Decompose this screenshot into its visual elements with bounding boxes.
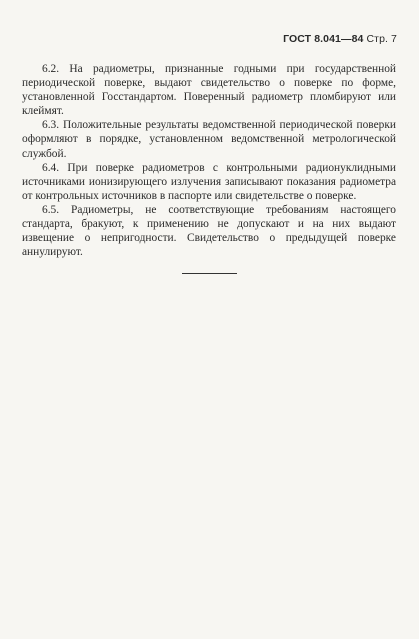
paragraph-6-5: 6.5. Радиометры, не соответствующие требованиям настоящего стандарта, бракуют, к применению не допускают и на них выдают извещение о непригодности. Свидетельство о предыдущей поверке аннулируют. <box>22 203 396 259</box>
page-number: Стр. 7 <box>366 33 397 45</box>
paragraph-6-3: 6.3. Положительные результаты ведомственной периодической поверки оформляют в порядке, установленном ведомственной метрологической службой. <box>22 119 396 160</box>
section-text <box>22 62 396 259</box>
standard-code: ГОСТ 8.041—84 <box>283 33 364 45</box>
page-header <box>283 33 397 45</box>
end-divider <box>182 273 237 274</box>
paragraph-6-4: 6.4. При поверке радиометров с контрольными радионуклидными источниками ионизирующего излучения записывают показания радиометра от контрольных источников в паспорте или свидетельстве о поверке. <box>22 161 396 202</box>
paragraph-6-2: 6.2. На радиометры, признанные годными при государственной периодической поверке, выдают свидетельство о поверке по форме, установленной Госстандартом. Поверенный радиометр пломбируют или клеймят. <box>22 63 396 118</box>
